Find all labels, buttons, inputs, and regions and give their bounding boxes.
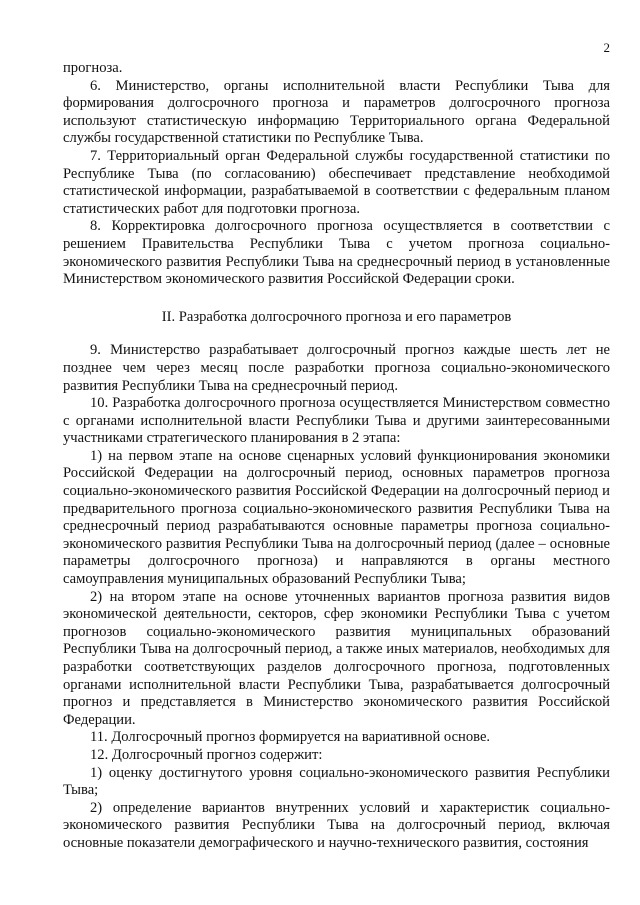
section-heading: II. Разработка долгосрочного прогноза и его параметров xyxy=(161,308,512,325)
paragraph-12-item-1: 1) оценку достигнутого уровня социально-экономического развития Республики Тыва; xyxy=(63,764,610,799)
paragraph-11: 11. Долгосрочный прогноз формируется на вариативной основе. xyxy=(90,729,491,746)
paragraph-continuation: прогноза. xyxy=(63,60,123,76)
paragraph-10-item-1: 1) на первом этапе на основе сценарных условий функционирования экономики Российской Федерации на долгосрочный период, основных параметров прогноза социально-экономического развития Российской Федерации на долгосрочный период и предварительного прогноза социально-экономического развития Республики Тыва на среднесрочный период разрабатываются основные параметры прогноза социально-экономического развития Республики Тыва на долгосрочный период (далее – основные параметры долгосрочного прогноза) и направляются в органы местного самоуправления муниципальных образований Республики Тыва; xyxy=(63,447,610,588)
paragraph-8: 8. Корректировка долгосрочного прогноза осуществляется в соответствии с решением Правительства Республики Тыва с учетом прогноза социально-экономического развития Республики Тыва на среднесрочный период в установленные Министерством экономического развития Российской Федерации сроки. xyxy=(63,218,610,288)
paragraph-10: 10. Разработка долгосрочного прогноза осуществляется Министерством совместно с органами исполнительной власти Республики Тыва и другими заинтересованными участниками стратегического планирования в 2 этапа: xyxy=(63,395,610,447)
paragraph-12: 12. Долгосрочный прогноз содержит: xyxy=(90,746,323,763)
paragraph-7: 7. Территориальный орган Федеральной службы государственной статистики по Республике Тыва (по согласованию) обеспечивает представление необходимой статистической информации, разрабатываемой в соответствии с федеральным планом статистических работ для подготовки прогноза. xyxy=(63,147,610,217)
page-number: 2 xyxy=(603,40,610,55)
paragraph-10-item-2: 2) на втором этапе на основе уточненных вариантов прогноза развития видов экономической деятельности, секторов, сфер экономики Республики Тыва с учетом прогнозов социально-экономического развития муниципальных образований Республики Тыва на долгосрочный период, а также иных материалов, необходимых для разработки соответствующих разделов долгосрочного прогноза, подготовленных органами исполнительной власти Республики Тыва, разрабатывается долгосрочный прогноз и представляется в Министерство экономического развития Российской Федерации. xyxy=(63,588,610,728)
paragraph-6: 6. Министерство, органы исполнительной власти Республики Тыва для формирования долгосрочного прогноза и параметров долгосрочного прогноза используют статистическую информацию Территориального органа Федеральной службы государственной статистики по Республике Тыва. xyxy=(63,77,610,147)
paragraph-12-item-2: 2) определение вариантов внутренних условий и характеристик социально-экономического развития Республики Тыва на долгосрочный период, включая основные показатели демографического и научно-технического развития, состояния xyxy=(63,799,610,851)
document-body xyxy=(63,60,610,853)
paragraph-9: 9. Министерство разрабатывает долгосрочный прогноз каждые шесть лет не позднее чем через месяц после разработки прогноза социально-экономического развития Республики Тыва на среднесрочный период. xyxy=(63,342,610,394)
